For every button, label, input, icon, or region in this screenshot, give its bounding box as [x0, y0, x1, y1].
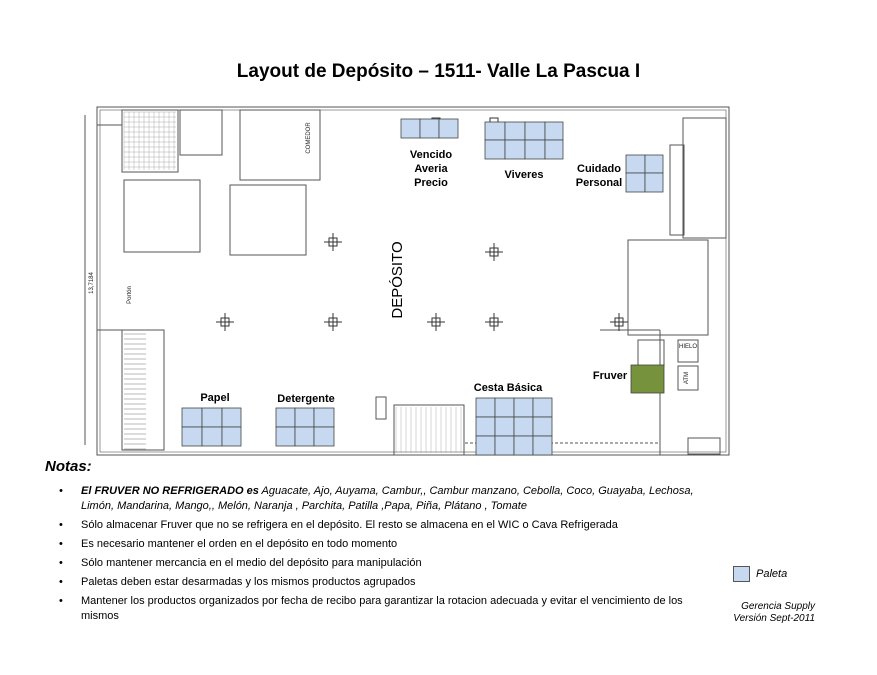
- column: [216, 313, 234, 331]
- fruver-area: [631, 365, 664, 393]
- comedor-label: COMEDOR: [306, 122, 312, 154]
- atm-label: ATM: [684, 371, 690, 385]
- notes-heading: Notas:: [45, 458, 92, 475]
- zone-label-viveres: Viveres: [504, 169, 544, 181]
- credits-line-2: Versión Sept-2011: [733, 613, 815, 624]
- deposito-label: DEPÓSITO: [389, 241, 406, 319]
- credits-line-1: Gerencia Supply: [741, 601, 815, 612]
- page-title: Layout de Depósito – 1511- Valle La Pascua I: [236, 61, 641, 82]
- zone-label-cuidado-2: Personal: [575, 177, 623, 189]
- pallet-group-cuidado: [626, 155, 663, 192]
- column: [427, 313, 445, 331]
- pallet-group-cesta: [476, 398, 552, 455]
- bottom-room: [394, 405, 464, 455]
- zone-label-vencido-1: Vencido: [409, 149, 453, 161]
- note-item-text: Aguacate, Ajo, Auyama, Cambur,, Cambur manzano, Cebolla, Coco, Guayaba, Lechosa, Limón, Mandarina, Mango,, Melón, Naranja , Parchita, Patilla ,Papa, Piña, Plátano , Tomate: [81, 485, 694, 512]
- column: [610, 313, 628, 331]
- porton-label: Portón: [127, 286, 133, 304]
- column: [324, 233, 342, 251]
- note-item: [57, 484, 697, 514]
- hielo-label: HIELO: [678, 344, 698, 350]
- zone-label-cuidado-1: Cuidado: [577, 163, 621, 175]
- zone-label-cesta: Cesta Básica: [473, 382, 543, 394]
- zone-label-papel: Papel: [200, 392, 230, 404]
- stairs: [122, 330, 164, 450]
- pallet-group-viveres: [485, 122, 563, 159]
- zone-label-fruver: Fruver: [592, 370, 628, 382]
- pallet-group-vencido: [401, 119, 458, 138]
- office-room: [124, 180, 200, 252]
- note-item-strong: El FRUVER NO REFRIGERADO es: [81, 485, 259, 497]
- notes-list: [57, 484, 697, 628]
- legend-swatch: [733, 566, 750, 582]
- column: [485, 243, 503, 261]
- legend-label: Paleta: [756, 568, 788, 580]
- stair-treads: [124, 334, 146, 449]
- bathroom-block: [122, 110, 178, 172]
- note-item: • Sólo almacenar Fruver que no se refrigera en el depósito. El resto se almacena en el WIC o Cava Refrigerada: [57, 518, 697, 533]
- zone-label-vencido-3: Precio: [414, 177, 448, 189]
- pallet-group-papel: [182, 408, 241, 446]
- note-item: • Paletas deben estar desarmadas y los mismos productos agrupados: [57, 575, 697, 590]
- legend: [733, 566, 787, 582]
- note-item: • Sólo mantener mercancia en el medio del depósito para manipulación: [57, 556, 697, 571]
- note-item: • Mantener los productos organizados por fecha de recibo para garantizar la rotacion adecuada y evitar el vencimiento de los mismos: [57, 594, 697, 624]
- note-item: • Es necesario mantener el orden en el depósito en todo momento: [57, 537, 697, 552]
- column: [485, 313, 503, 331]
- side-dimension: 13,7184: [89, 272, 95, 294]
- zone-label-vencido-2: Averia: [414, 163, 448, 175]
- zone-label-detergente: Detergente: [277, 393, 335, 405]
- column: [324, 313, 342, 331]
- credits: [700, 601, 815, 625]
- pallet-group-detergente: [276, 408, 334, 446]
